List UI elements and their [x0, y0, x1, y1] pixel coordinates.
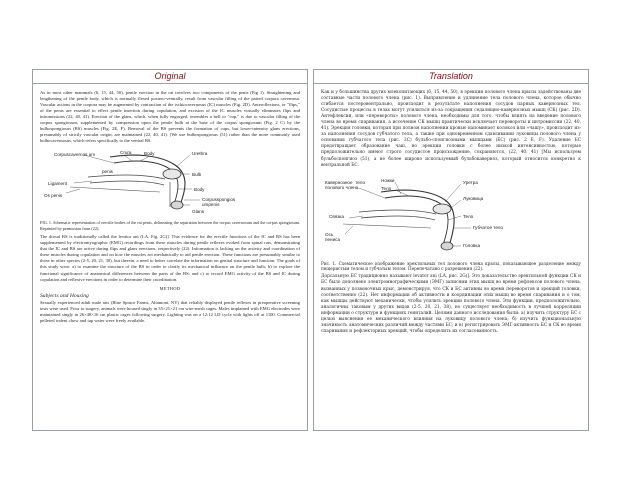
- penis-diagram: [40, 147, 302, 217]
- original-figure: [40, 147, 300, 217]
- label-corpus-cavernosum: Corpuscavernos um: [54, 152, 96, 158]
- subjects-housing-subhead: Subjects and Housing: [40, 292, 89, 299]
- translation-panel: [313, 69, 589, 431]
- label-crura-ru: Ножки: [381, 177, 395, 183]
- label-body-2-ru: Тело: [463, 213, 474, 219]
- label-urethra-ru: Уретра: [463, 179, 478, 185]
- translation-body: [314, 84, 588, 335]
- original-paragraph-2: The dorsal BS is traditionally called the levator ani (LA, Fig. 2G)]. This evidence for the erectile functions of the IC and BS has been supplemented by electromyographic (EMG) recordings from these muscles during penile reflexes evoked from spinal rats, demonstrating that the IC and BS are active during flips and glans erections, respectively (22). Information is lacking on the activity and coordination of these muscles during copulation and on how the muscles act mechanically to aid penile erection. These functions are presumably similar to those in other species (2-5, 20, 21, 38), but therein, a need to better correlate the information on genital structure and function. The goals of this study were: a) to examine the structure of the BS in order to clarify its mechanical influence on the penile bulb; b) to explore the functional significance of anatomical differences between the parts of the BS; and c) to record EMG activity of the BS and IC during copulation and reflexive erections in order to determine their coordination.: [40, 234, 300, 282]
- label-body: Body: [144, 151, 155, 157]
- label-bulb-ru: Луковица: [463, 195, 484, 201]
- label-os-penis-ru: Ось пениса: [325, 231, 340, 242]
- translation-figure-caption: Рис. 1. Схематическое изображение эректильных тел полового члена крысы, показывающее разделение между пещеристым телом и губчатым телом. Перепечатано с разрешения (22).: [321, 260, 581, 272]
- label-corpus-spongiosum-ru: Губчатое тело: [473, 224, 504, 230]
- label-body-ru: Тело: [381, 185, 392, 191]
- label-crura: Crura: [120, 150, 132, 156]
- label-bulb: Bulb: [192, 172, 202, 178]
- original-intro-paragraph: As in most other mammals (6, 15, 44, 50), penile erection in the rat involves two components of the penis (Fig 1). Straightening and lengthening of the penile body, which is normally flexed postero-ventrally, result from vascular filling of the paired corpora cavernosa. Vascular actions in the corpora may be augmented by contraction of the ischiocavernosus (IC) muscles (Fig. 2D). Anteroflexions, or "flips," of the penis are essential to effect penile insertion during copulation, and excision of the IC muscles virtually eliminates flips and intromissions (22, 40, 41). Erection of the glans, which, when fully engorged, resembles a bell or "cup," is due to vascular filling of the corpus spongiosum, supplemented by compression upon the penile bulb at the base of the corpus spongiosum (Fig. 2 C) by the bulbospongiosus (BS) muscles (Fig. 2E, F). Removal of the BS prevents the formation of cups, but lower-intensity glans erections, presumably of strictly vascular origin, are maintained (22, 40, 41). [We use bulbospongiosus (51) rather than the more commonly used bulbocavernosus, which refers specifically to the ventral BS.: [40, 90, 300, 144]
- label-glans: Glans: [192, 209, 205, 215]
- translation-paragraph-2: Дорсальную БС традиционно называют levator ani (LA, рис. 2G)]. Это доказательство эректильной функции СК и БС было дополнено электромиографическими (ЭМГ) записями этих мышц во время рефлексов полового члена, вызванных у позвоночных крыс, демонстрируя, что СК и БС активны во время переворотов и эрекций головки, соответственно (22). Нет информации об активности и координации этих мышц во время спаривания и о том, как мышцы действуют механически, чтобы усилить эрекции полового члена. Эти функции, предположительно, аналогичны таковым у других видов (2-5, 20, 21, 38), но существует необходимость в лучшей корреляции информации о структуре и функциях гениталий. Целями данного исследования были: а) изучить структуру БС с целью выяснения ее механического влияния на луковицу полового члена; б) изучить функциональную значимость анатомических различий между частями БС; и в) регистрировать ЭМГ-активность БС и СК во время спаривания и рефлекторных эрекций, чтобы определить их согласованность.: [321, 274, 581, 334]
- label-os-penis: Os penis: [44, 193, 63, 199]
- label-penis: penis: [102, 169, 113, 175]
- original-paragraph-3: Sexually experienced adult male rats (Blue Spruce Farms, Altamont, NY) that reliably displayed penile reflexes in preoperative screening tests were used. Prior to surgery, animals were housed singly in 35×21×21 cm wire-mesh cages. Males implanted with EMG electrodes were maintained singly in 26×48×16 cm plastic cages following surgery. Lighting was on a 12:12 LD cycle with lights off at 1100. Commercial pelleted rodent chow and tap water were freely available.: [40, 299, 300, 323]
- label-glans-ru: Головка: [463, 242, 481, 248]
- original-figure-caption: FIG. 1. Schematic representation of erectile bodies of the rat penis, delineating the separation between the corpus cavernosum and the corpus spongiosum. Reprinted by permission from (22).: [40, 220, 300, 231]
- label-corpus-spongiosum: Corpusspongios umpenis: [202, 197, 236, 208]
- label-corpus-cavernosum-ru: Кавернозное тело полового члена: [325, 179, 365, 190]
- label-body-2: Body: [194, 187, 205, 193]
- original-panel: [32, 69, 308, 431]
- original-body: [33, 84, 307, 324]
- method-heading: METHOD: [159, 285, 181, 291]
- translation-figure: [321, 172, 581, 258]
- translation-header: Translation: [314, 70, 588, 84]
- label-ligament-ru: Связка: [329, 213, 344, 219]
- original-header: Original: [33, 70, 307, 84]
- label-urethra: Urethra: [192, 151, 208, 157]
- label-ligament: Ligament: [48, 181, 67, 187]
- translation-intro-paragraph: Как и у большинства других млекопитающих (6, 15, 44, 50), в эрекции полового члена крысы задействованы две составные части полового члена (рис. 1). Выпрямление и удлинение тела полового члена, которое обычно сгибается постеровентрально, происходит в результате наполнения сосудов парных кавернозных тел. Сосудистые процессы в телах могут усилиться из-за сокращения седалищно-кавернозных мышц (СК) (рис. 2D). Антефлексии, или «перевороты» полового члена, необходимы для того, чтобы влиять на введение полового члена во время спаривания, а иссечение СК мышц практически исключает перевороты и интромиссии (22, 40, 41). Эрекция головки, которая при полном наполнении кровью напоминает колокол или «чашу», происходит из-за наполнения сосудов губчатого тела, а также при одновременном сдавливании луковицы полового члена у основания губчатого тела (рис. 2C) бульбо-спонгиозными мышцами (БС) (рис. 2 E, F). Удаление БС предотвращает образование чаш, но эрекции головки с более низкой интенсивностью, которые предположительно имеют строго сосудистое происхождение, сохраняются, (22, 40, 41) [Мы используем бульбоспонгиоз (51), а не более широко используемый бульбокаверноз, который относится конкретно к вентральной БС.: [321, 90, 581, 168]
